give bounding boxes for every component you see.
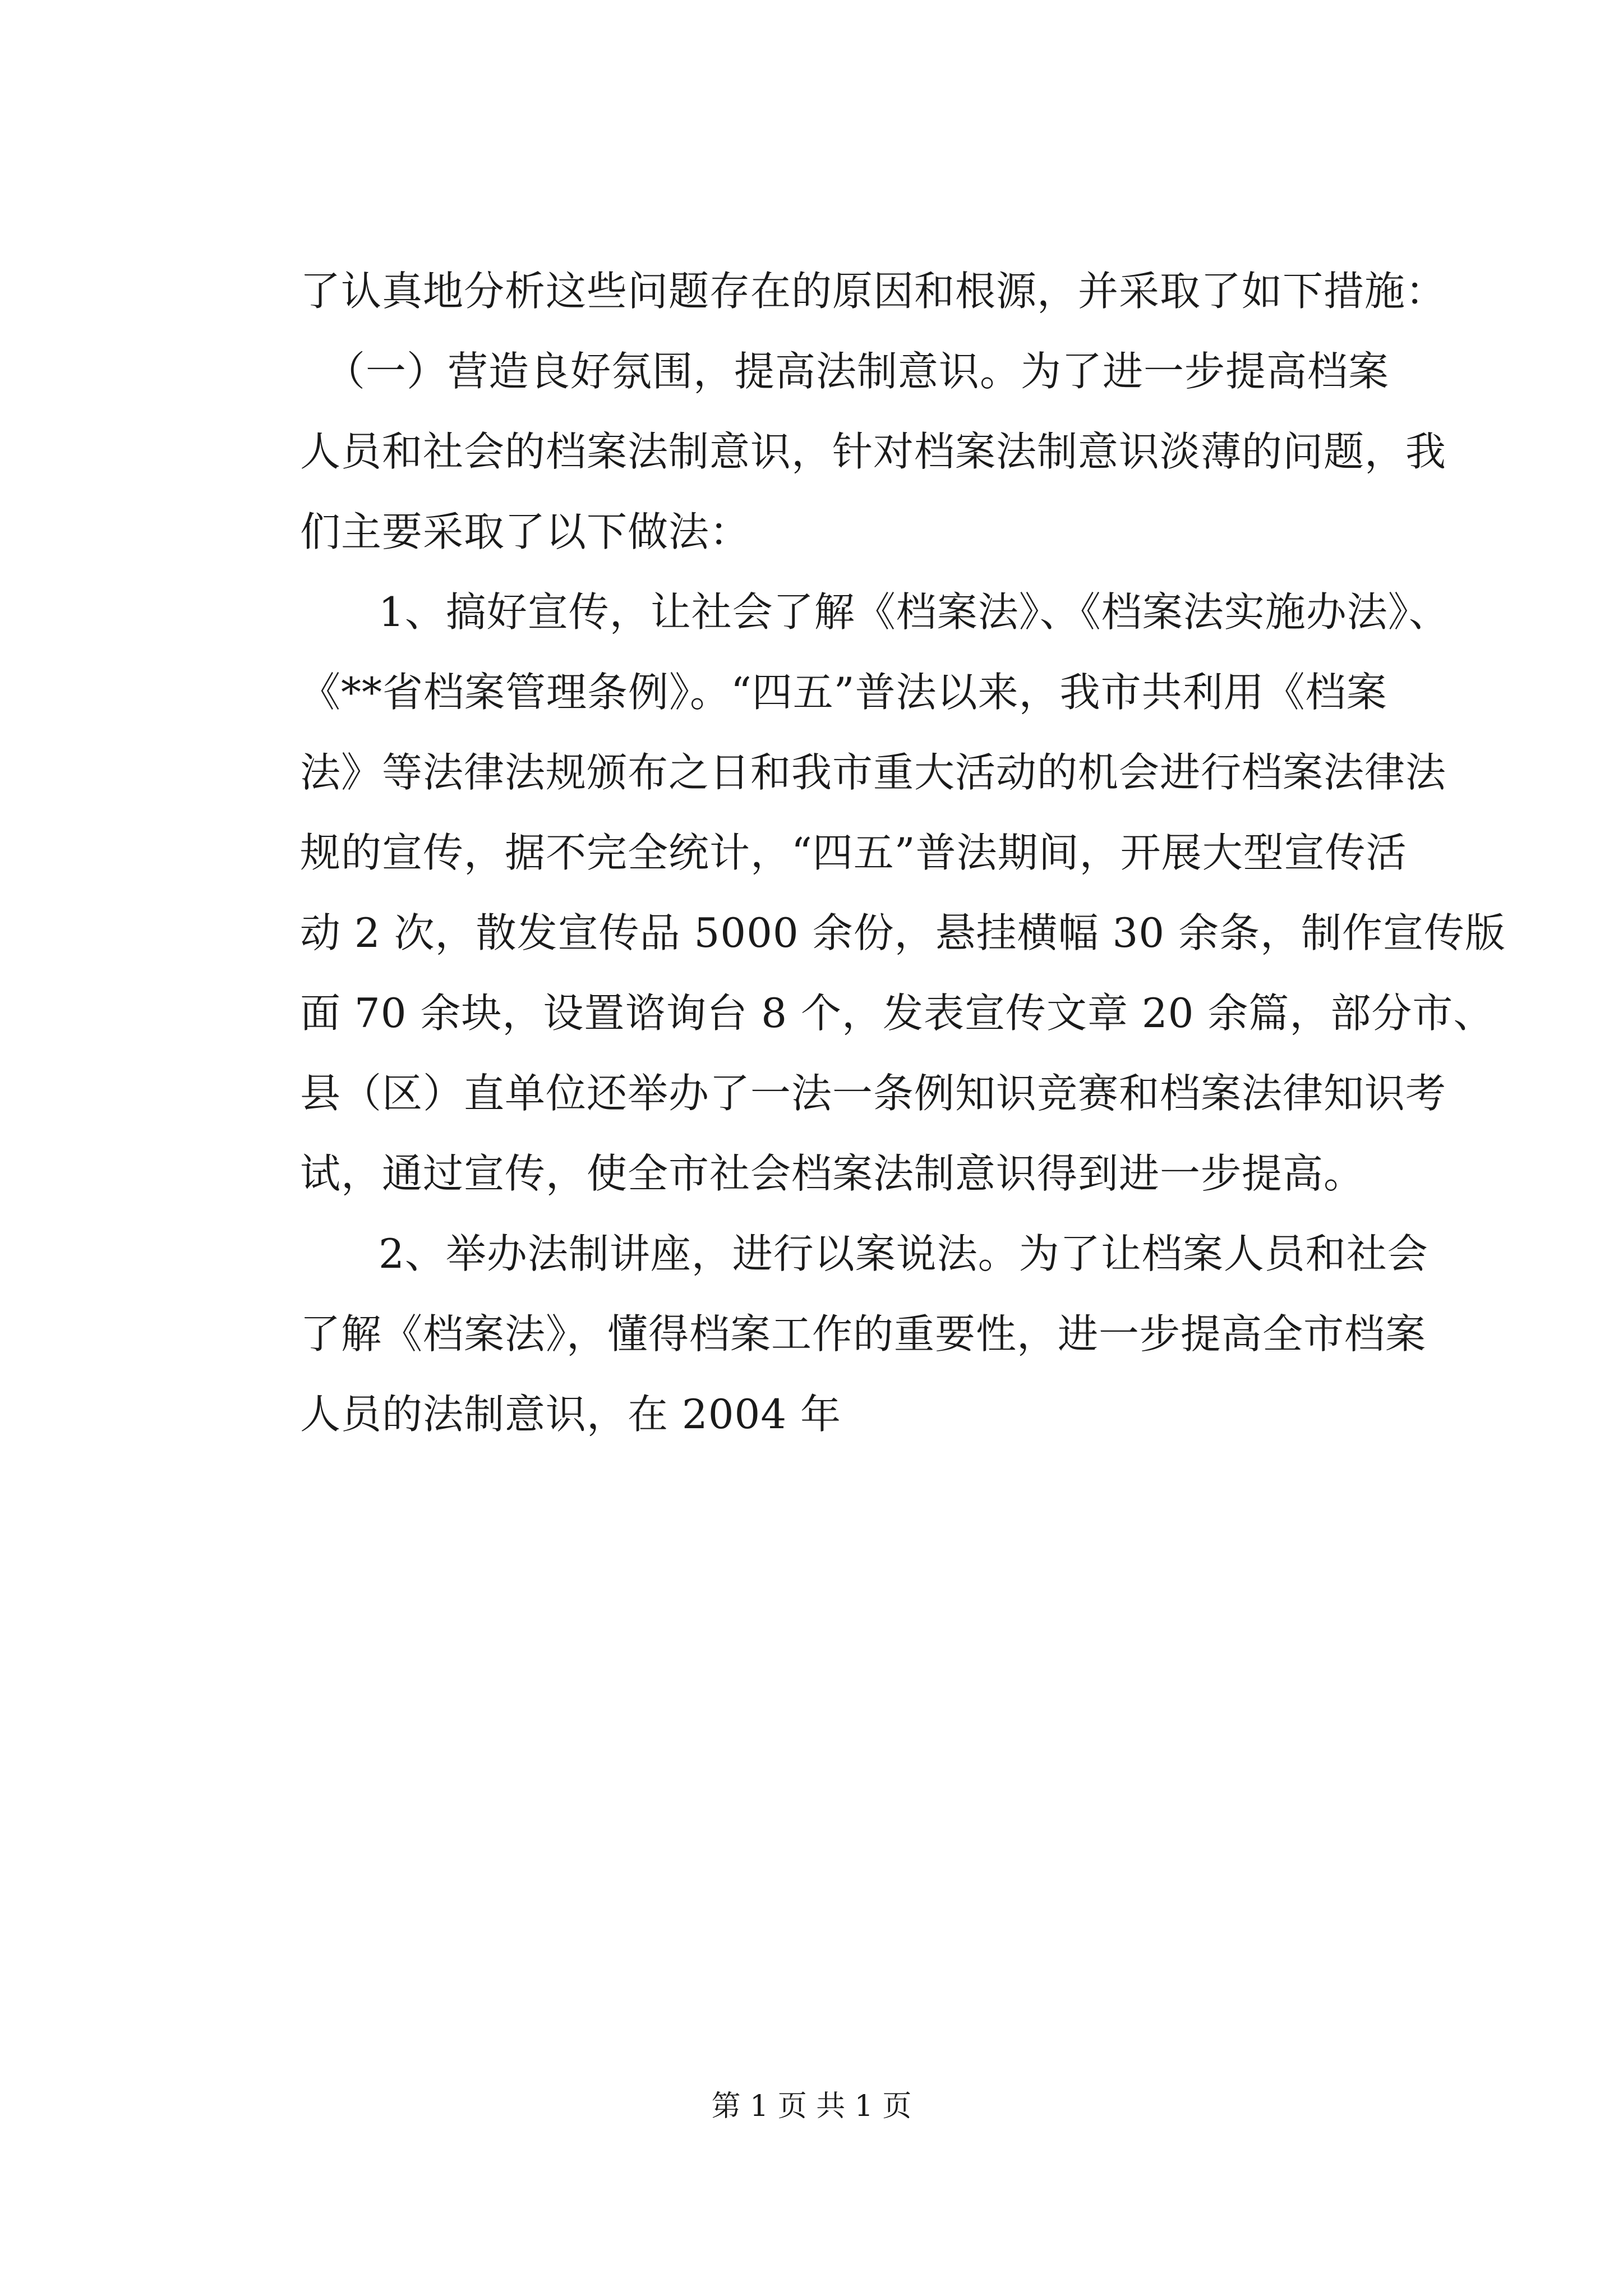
page-number-footer: 第 1 页 共 1 页 bbox=[711, 2090, 912, 2123]
text-line: 县（区）直单位还举办了一法一条例知识竞赛和档案法律知识考 bbox=[300, 1070, 1447, 1117]
text-line: 了解《档案法》，懂得档案工作的重要性，进一步提高全市档案 bbox=[300, 1310, 1427, 1358]
numbered-item-line: 1、搞好宣传，让社会了解《档案法》、《档案法实施办法》、 bbox=[379, 588, 1450, 636]
text-line: 面 70 余块，设置谘询台 8 个，发表宣传文章 20 余篇，部分市、 bbox=[300, 990, 1495, 1037]
text-line: 法》等法律法规颁布之日和我市重大活动的机会进行档案法律法 bbox=[300, 749, 1447, 796]
text-line: 们主要采取了以下做法： bbox=[300, 508, 751, 555]
text-line: 人员和社会的档案法制意识，针对档案法制意识淡薄的问题，我 bbox=[300, 428, 1447, 475]
section-heading-line: （一）营造良好氛围，提高法制意识。为了进一步提高档案 bbox=[325, 348, 1390, 395]
text-line: 试，通过宣传，使全市社会档案法制意识得到进一步提高。 bbox=[300, 1150, 1365, 1197]
text-line: 《**省档案管理条例》。“四五”普法以来，我市共利用《档案 bbox=[300, 669, 1387, 716]
text-line: 人员的法制意识，在 2004 年 bbox=[300, 1391, 842, 1438]
text-line: 了认真地分析这些问题存在的原因和根源，并采取了如下措施： bbox=[300, 268, 1447, 315]
text-line: 规的宣传，据不完全统计，“四五”普法期间，开展大型宣传活 bbox=[300, 829, 1407, 876]
text-line: 动 2 次，散发宣传品 5000 余份，悬挂横幅 30 余条，制作宣传版 bbox=[300, 909, 1506, 956]
document-body bbox=[300, 251, 1506, 1455]
numbered-item-line: 2、举办法制讲座，进行以案说法。为了让档案人员和社会 bbox=[379, 1230, 1428, 1277]
